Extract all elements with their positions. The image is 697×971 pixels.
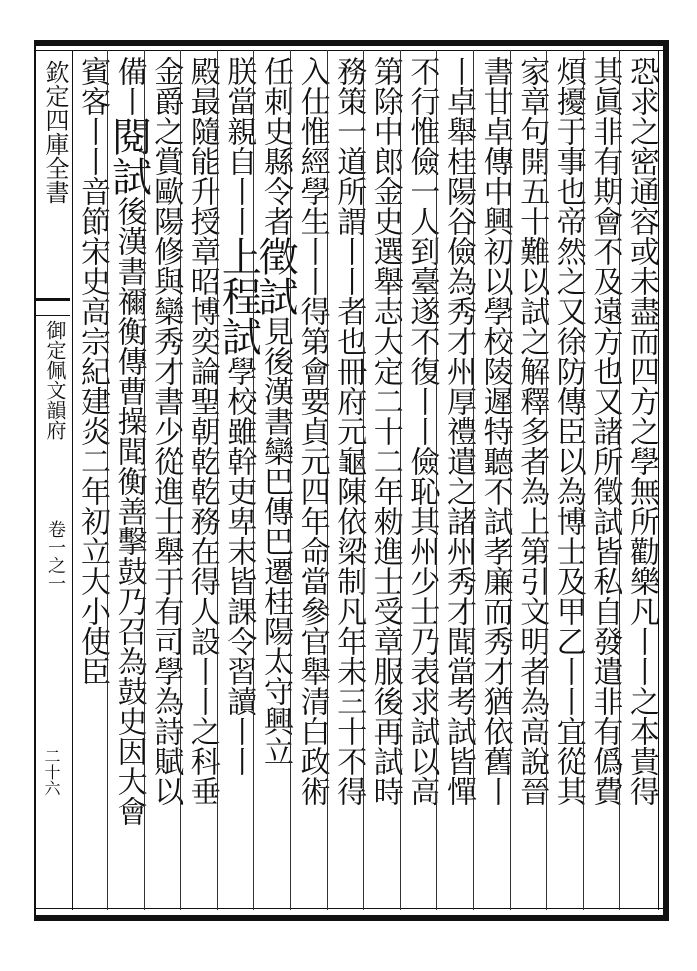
column-segment: 其眞非有期會不及遠方也又諸所徵試皆私自發遣非有僞費	[587, 56, 623, 806]
frame-top-border	[34, 40, 663, 46]
column-rule	[290, 50, 291, 910]
column-segment: 家章句開五十難以試之解釋多者為上第引文明者為高說晉	[514, 56, 550, 806]
column-segment: 第除中郎金史選舉志大定二十二年勑進士受章服後再試時	[367, 56, 403, 806]
column-segment: 閱試	[105, 116, 152, 196]
column-segment: 上程試	[215, 236, 262, 356]
column-segment: 丨卓舉桂陽谷儉為秀才州厚禮遣之諸州秀才聞當考試皆憚	[441, 56, 476, 806]
column-segment: 恐求之密通容或未盡而四方之學無所勸樂凡丨丨之本貴得	[624, 56, 659, 806]
column-rule	[436, 50, 437, 910]
column-segment: 學校雖幹吏卑末皆課令習讀丨丨	[221, 356, 257, 776]
text-column	[252, 56, 298, 906]
column-rule	[217, 50, 218, 910]
text-column	[549, 56, 587, 906]
text-column	[366, 56, 404, 906]
column-rule	[144, 50, 145, 910]
column-rule	[546, 50, 547, 910]
column-segment: 朕當親自丨丨	[221, 56, 257, 236]
column-rule	[107, 50, 108, 910]
text-column	[329, 56, 367, 906]
frame-top-inner-border	[34, 50, 663, 51]
text-column	[402, 56, 440, 906]
text-column	[105, 56, 152, 906]
text-column	[585, 56, 623, 906]
frame-bottom-border	[34, 915, 663, 921]
column-segment: 金爵之賞歐陽修與欒秀才書少從進士舉于有司學為詩賦以	[148, 56, 184, 806]
text-column	[215, 56, 262, 906]
column-rule	[253, 50, 254, 910]
gutter-volume: 卷一之一	[45, 520, 66, 592]
text-column	[183, 56, 221, 906]
column-segment: 見後漢書欒巴傳巴遷桂陽太守興立	[258, 316, 293, 766]
column-segment: 備丨	[111, 56, 147, 116]
column-rule	[583, 50, 584, 910]
text-column	[512, 56, 550, 906]
text-column	[146, 56, 184, 906]
column-rule	[400, 50, 401, 910]
column-segment: 入仕惟經學生丨丨得第會要貞元四年命當參官舉清白政術	[294, 56, 330, 806]
column-segment: 書甘卓傳中興初以學校陵遲特聽不試孝廉而秀才猶依舊丨	[477, 56, 513, 806]
text-column	[293, 56, 331, 906]
frame-bottom-inner-border	[34, 908, 663, 909]
gutter-title: 欽定四庫全書	[41, 60, 69, 204]
frame-right-border	[663, 40, 669, 921]
text-column	[476, 56, 514, 906]
column-rule	[180, 50, 181, 910]
page-number: 二十六	[42, 748, 61, 796]
column-segment: 任刺史縣令者	[258, 56, 293, 236]
column-segment: 賓客丨丨音節宋史高宗紀建炎二年初立大小使臣	[75, 56, 110, 686]
text-column	[622, 56, 660, 906]
gutter-book-title: 御定佩文韻府	[43, 320, 67, 440]
column-rule	[363, 50, 364, 910]
column-rule	[619, 50, 620, 910]
text-column	[73, 56, 111, 906]
column-rule	[327, 50, 328, 910]
column-segment: 煩擾于事也帝然之又徐防傳臣以為博士及甲乙丨丨宜從其	[550, 56, 586, 806]
column-segment: 務策一道所謂丨丨者也冊府元龜陳依梁制凡年未三十不得	[331, 56, 367, 806]
column-segment: 殿最隨能升授章昭博奕論聖朝乾乾務在得人設丨丨之科垂	[184, 56, 220, 806]
text-column	[439, 56, 477, 906]
column-segment: 後漢書禰衡傳曹操聞衡善擊鼓乃召為鼓史因大會	[111, 196, 147, 826]
column-rule	[473, 50, 474, 910]
gutter-divider	[36, 298, 70, 316]
column-segment: 不行惟儉一人到臺遂不復丨丨儉恥其州少士乃表求試以高	[404, 56, 440, 806]
column-rule	[510, 50, 511, 910]
column-segment: 徵試	[252, 236, 298, 316]
